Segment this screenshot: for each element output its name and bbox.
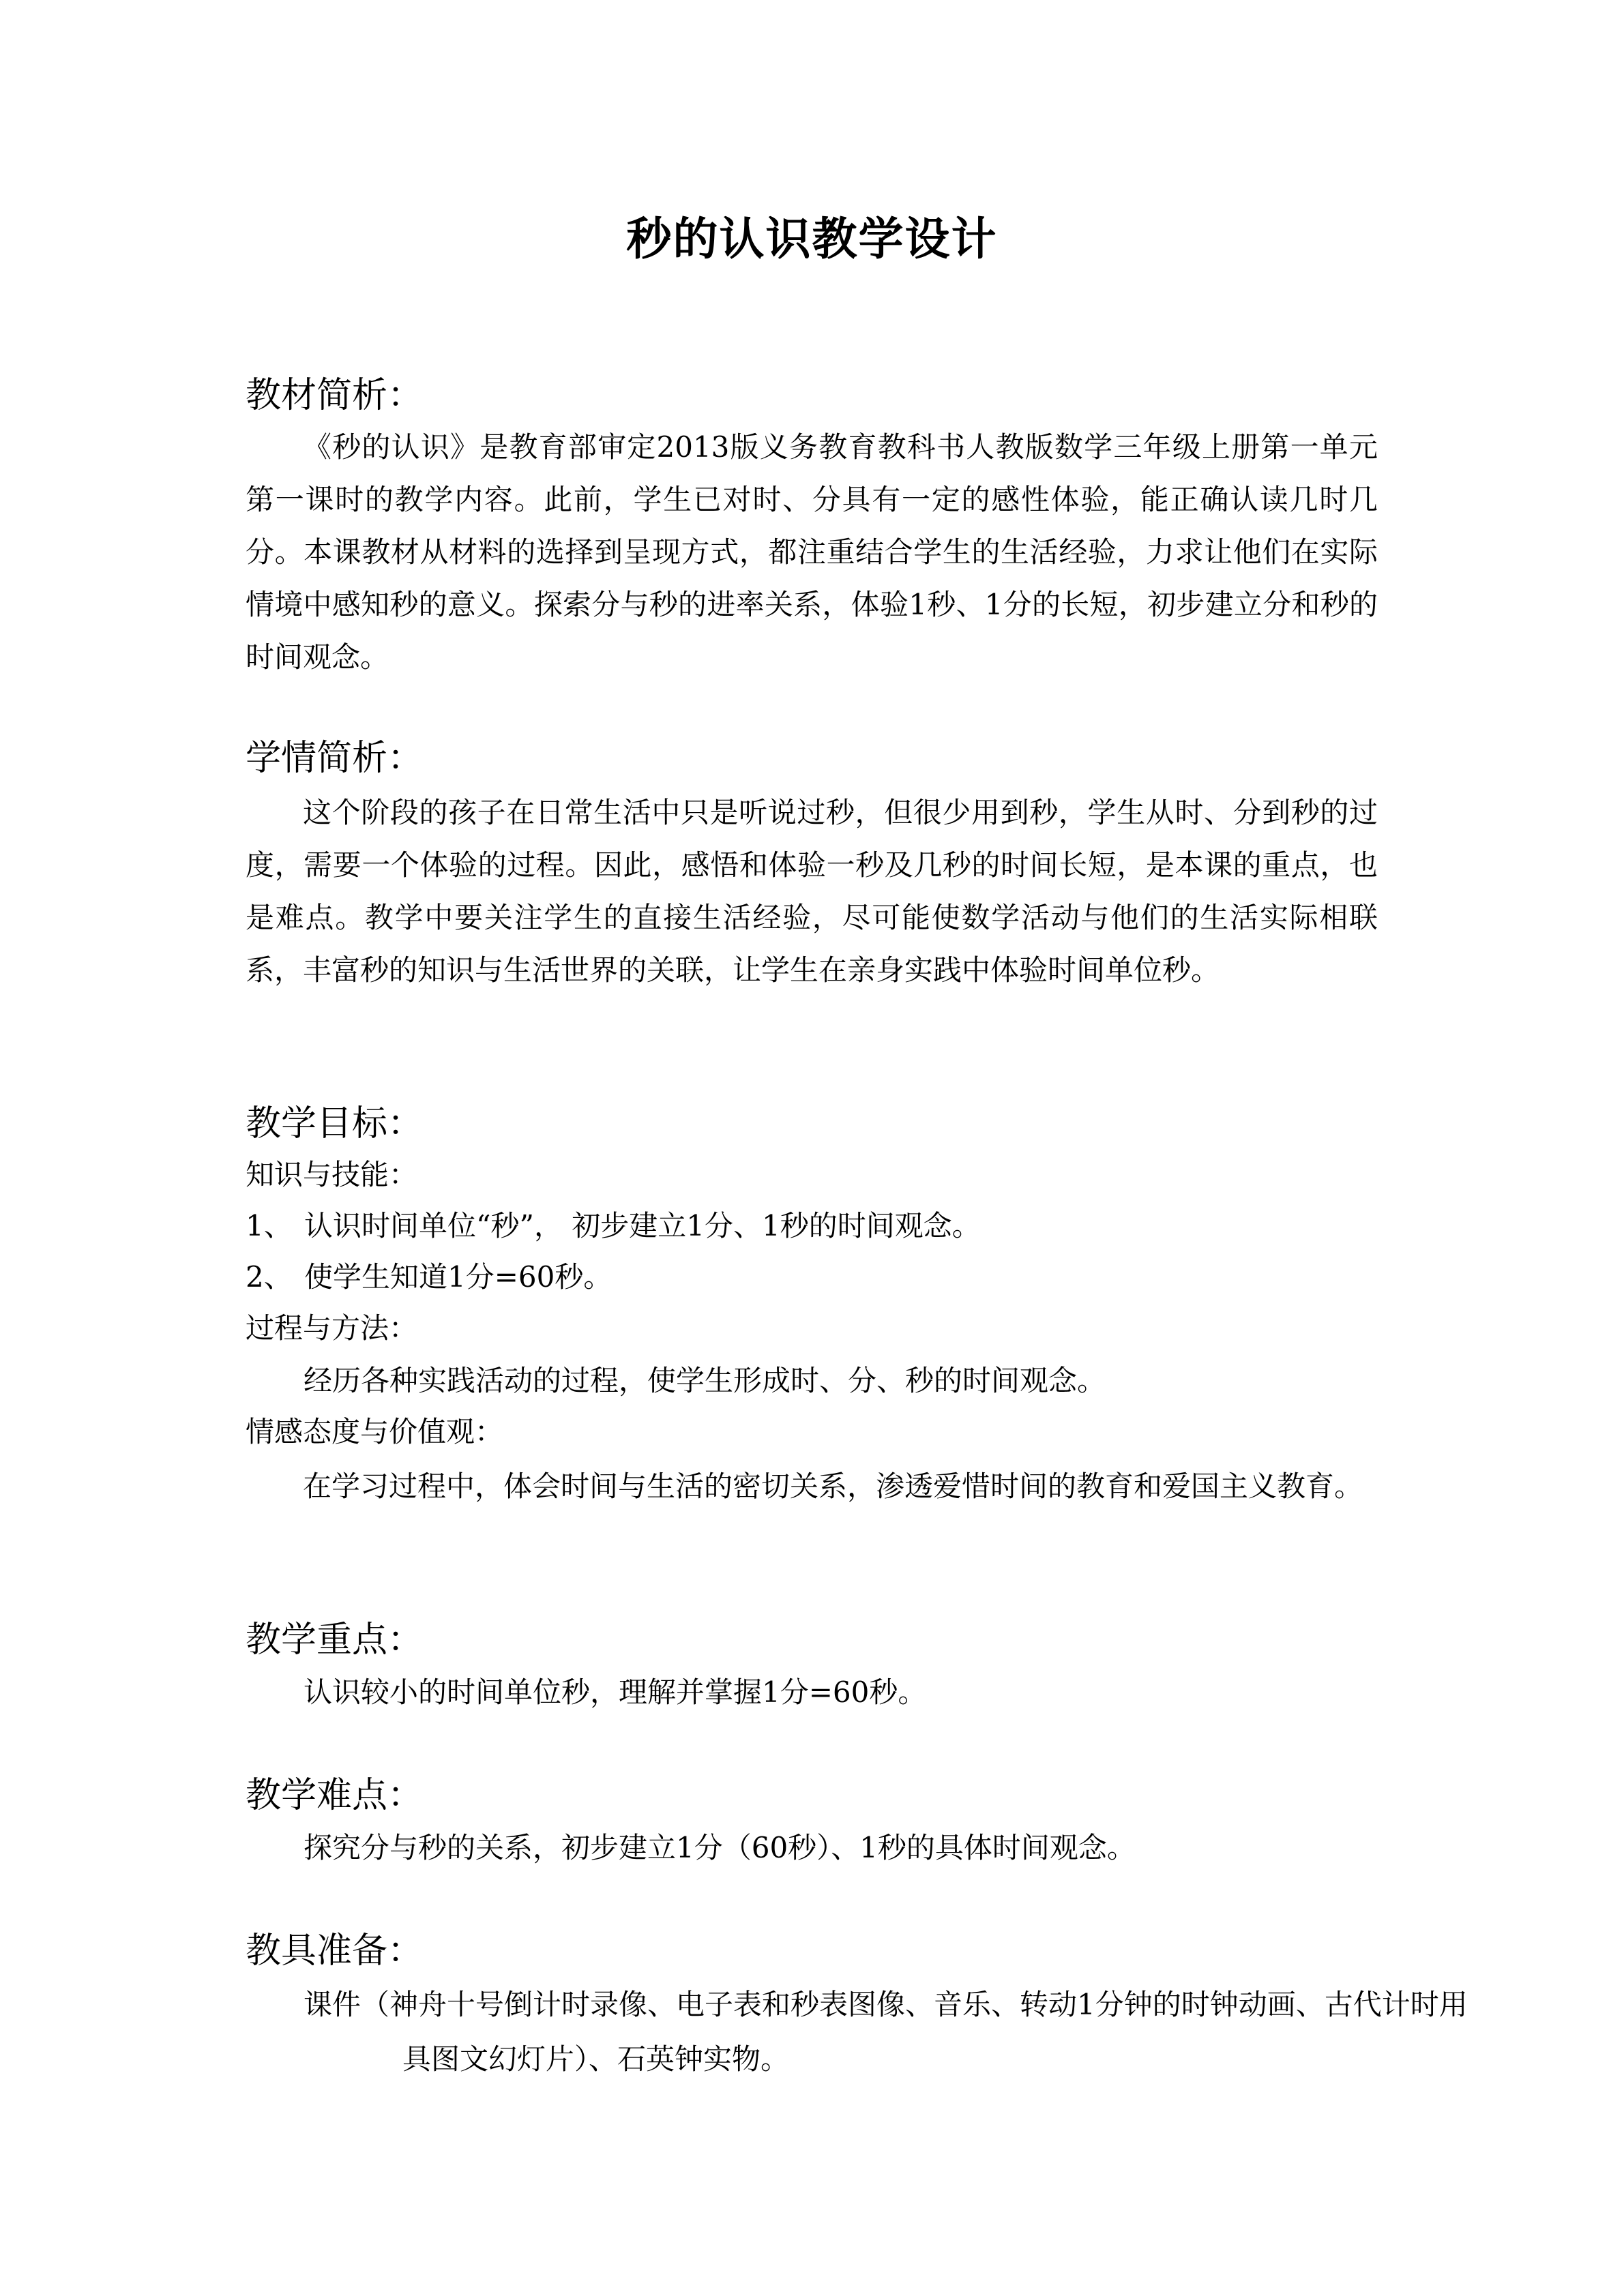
heading-key-points: 教学重点： xyxy=(246,1620,424,1660)
goal-item-1 xyxy=(246,1202,981,1250)
difficulties-text: 探究分与秒的关系，初步建立1分（60秒）、1秒的具体时间观念。 xyxy=(304,1831,1136,1864)
heading-material: 教材简析： xyxy=(246,375,424,416)
paragraph-material: 《秒的认识》是教育部审定2013版义务教育教科书人教版数学三年级上册第一单元第一课时的教学内容。此前，学生已对时、分具有一定的感性体验，能正确认读几时几分。本课教材从材料的选择到呈现方式，都注重结合学生的生活经验，力求让他们在实际情境中感知秒的意义。探索分与秒的进率关系，体验1秒、1分的长短，初步建立分和秒的时间观念。 xyxy=(246,430,1378,674)
materials-text: 课件（神舟十号倒计时录像、电子表和秒表图像、音乐、转动1分钟的时钟动画、古代计时用具图文幻灯片）、石英钟实物。 xyxy=(304,1988,1468,2076)
page-title: 秒的认识教学设计 xyxy=(626,212,998,265)
goal-item-number: 1、 xyxy=(246,1209,293,1242)
heading-students: 学情简析： xyxy=(246,738,424,779)
label-emotion-values: 情感态度与价值观： xyxy=(246,1415,504,1448)
emotion-text: 在学习过程中，体会时间与生活的密切关系，渗透爱惜时间的教育和爱国主义教育。 xyxy=(303,1470,1363,1503)
process-text: 经历各种实践活动的过程，使学生形成时、分、秒的时间观念。 xyxy=(304,1364,1106,1397)
heading-goals: 教学目标： xyxy=(246,1103,424,1144)
paragraph-students: 这个阶段的孩子在日常生活中只是听说过秒，但很少用到秒，学生从时、分到秒的过度，需要一个体验的过程。因此，感悟和体验一秒及几秒的时间长短，是本课的重点，也是难点。教学中要关注学生的直接生活经验，尽可能使数学活动与他们的生活实际相联系，丰富秒的知识与生活世界的关联，让学生在亲身实践中体验时间单位秒。 xyxy=(246,796,1378,987)
label-knowledge-skills: 知识与技能： xyxy=(246,1158,418,1191)
goal-item-2 xyxy=(246,1253,612,1301)
goal-item-number: 2、 xyxy=(246,1260,293,1294)
goal-item-text: 认识时间单位“秒”， 初步建立1分、1秒的时间观念。 xyxy=(304,1209,981,1242)
key-points-text: 认识较小的时间单位秒，理解并掌握1分=60秒。 xyxy=(304,1675,927,1709)
label-process-methods: 过程与方法： xyxy=(246,1311,418,1345)
goal-item-text: 使学生知道1分=60秒。 xyxy=(304,1260,612,1294)
heading-materials: 教具准备： xyxy=(246,1930,424,1971)
heading-difficulties: 教学难点： xyxy=(246,1775,424,1816)
